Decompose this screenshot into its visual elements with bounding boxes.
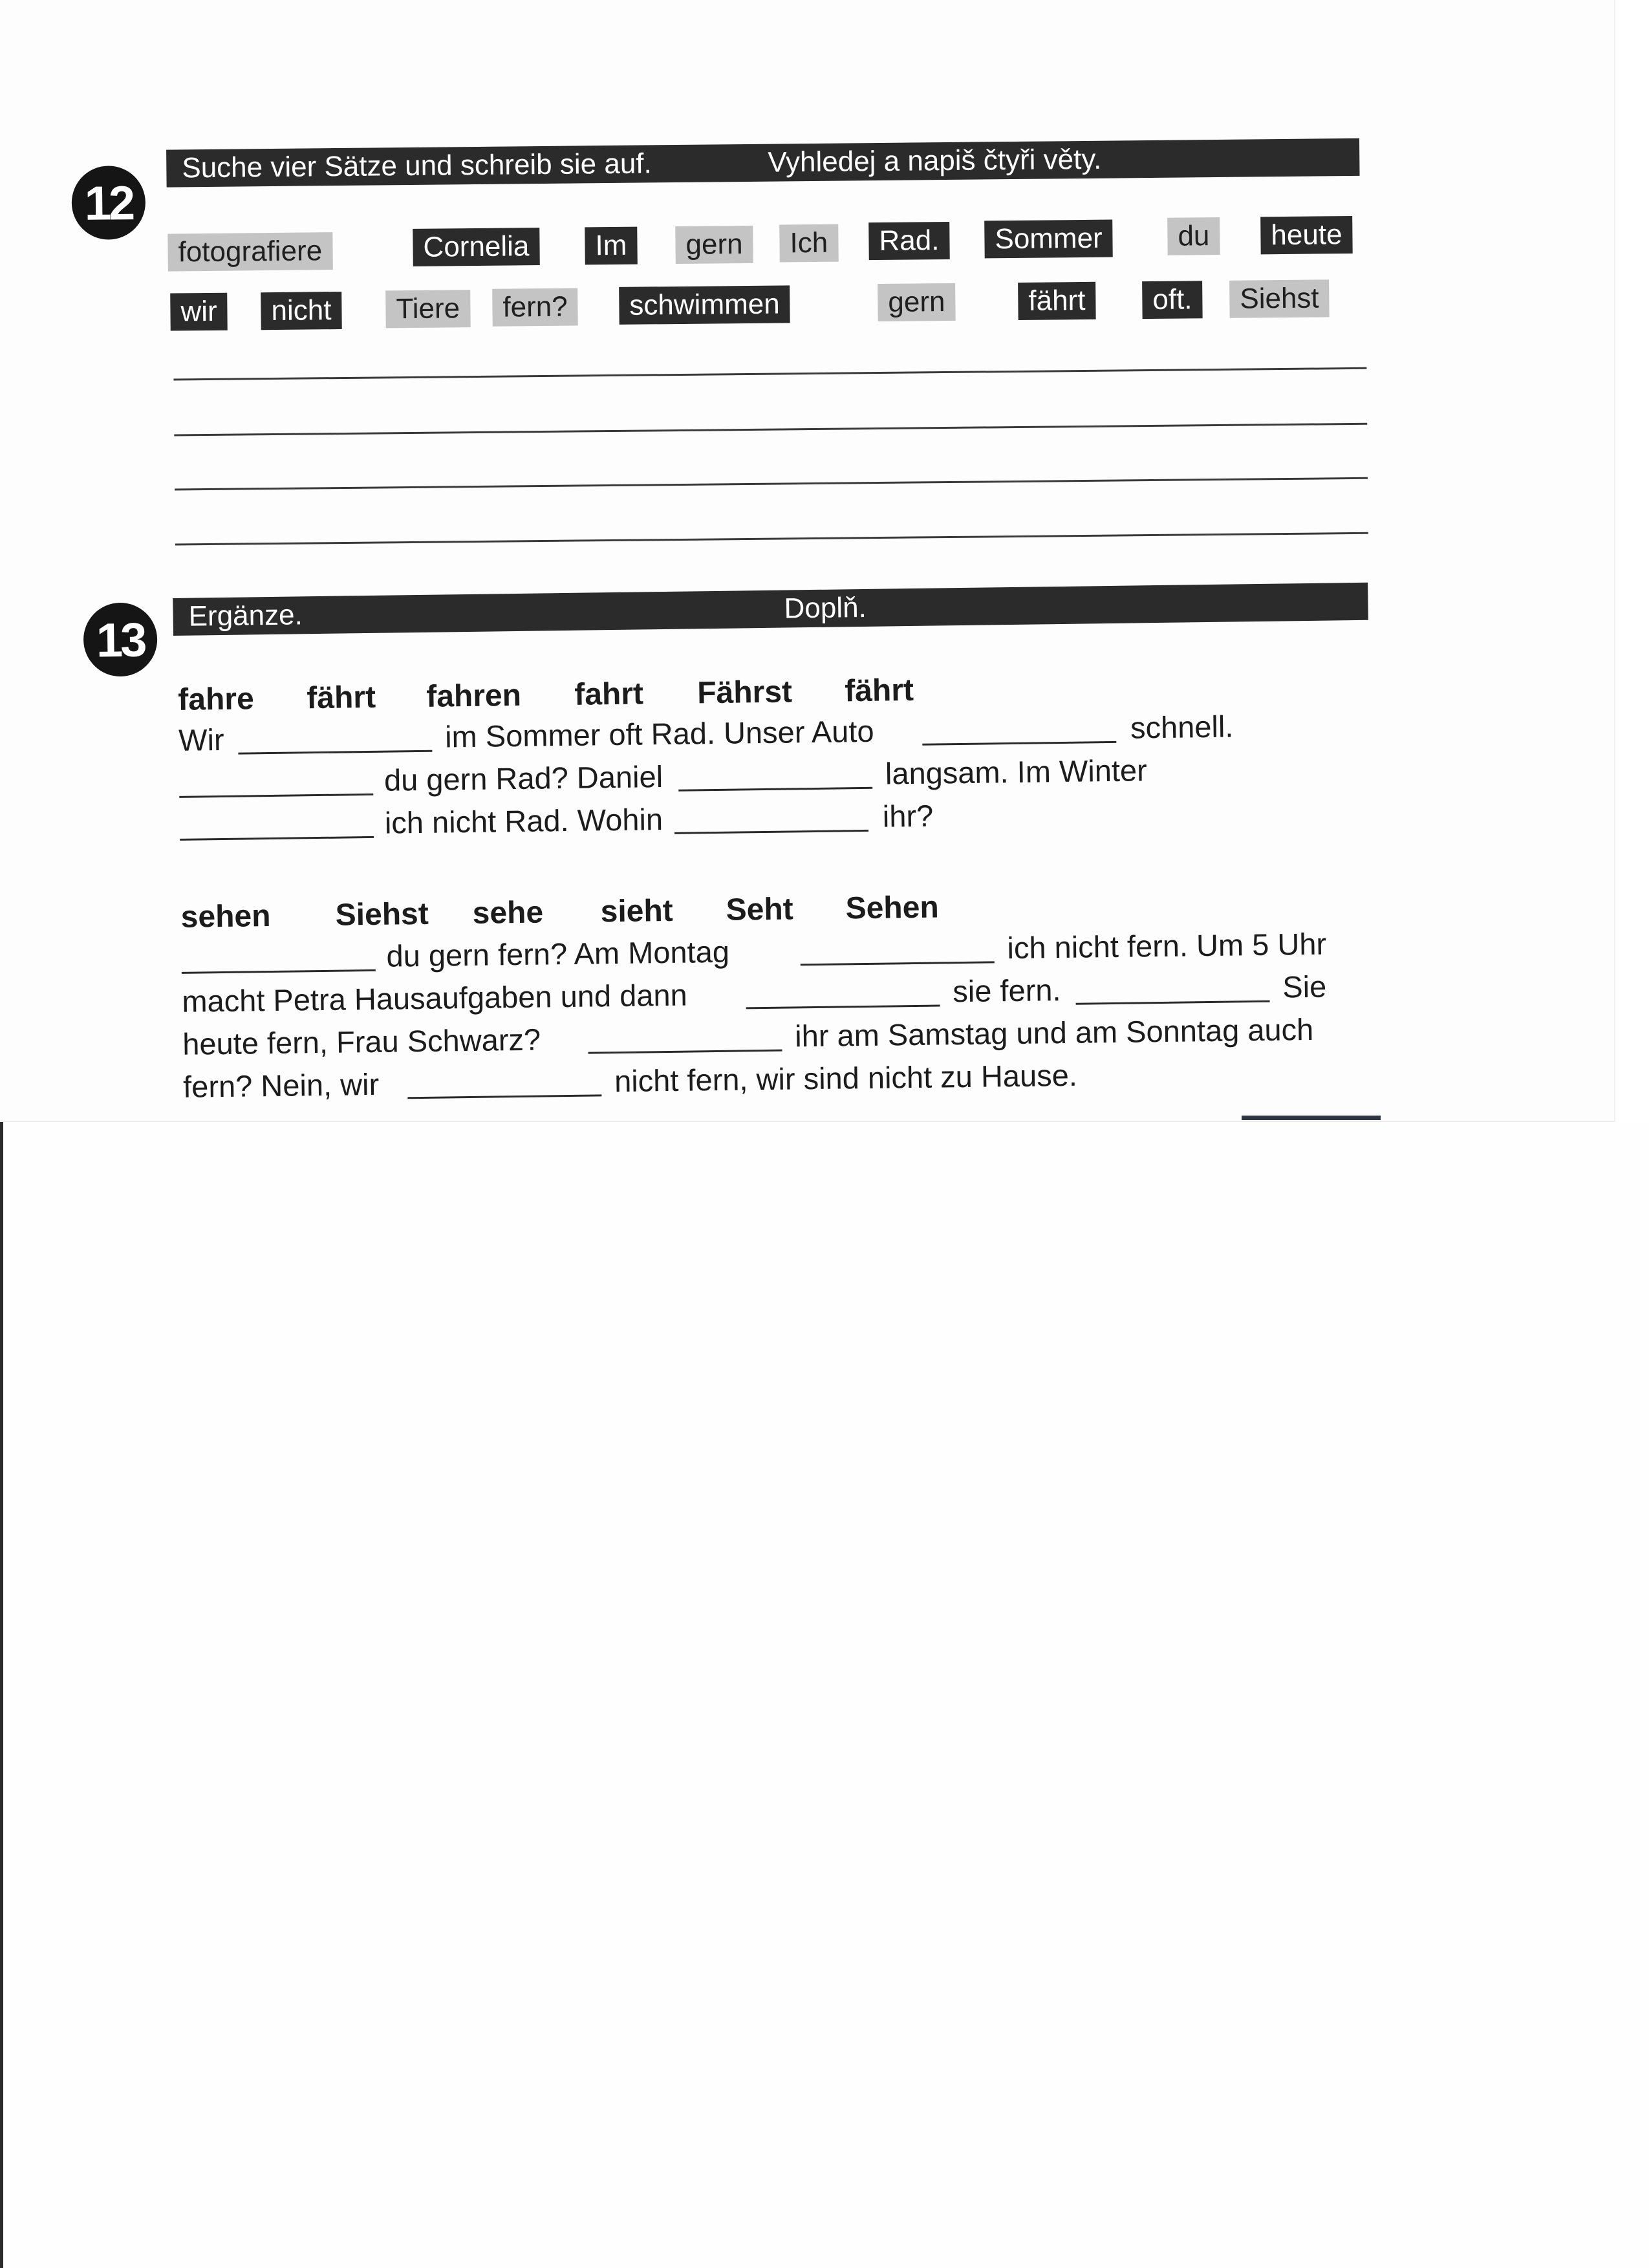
word-bank-item: Seht	[726, 892, 794, 927]
word-bank-item: sieht	[600, 893, 674, 929]
instruction-czech: Vyhledej a napiš čtyři věty.	[768, 143, 1102, 178]
word-tile[interactable]: du	[1167, 217, 1220, 255]
sentence-text: heute fern, Frau Schwarz?	[182, 1022, 541, 1061]
sentence-text: nicht fern, wir sind nicht zu Hause.	[614, 1057, 1078, 1099]
scan-edge	[0, 1122, 3, 2268]
word-bank-item: fahre	[177, 682, 255, 717]
instruction-german: Suche vier Sätze und schreib sie auf.	[182, 147, 652, 184]
sentence-text: langsam. Im Winter	[885, 753, 1148, 791]
word-tile[interactable]: gern	[675, 226, 753, 264]
word-bank-item: sehen	[180, 899, 271, 934]
sentence-text: Wir	[178, 722, 224, 757]
word-bank-item: fahren	[426, 678, 522, 714]
sentence-text: schnell.	[1130, 709, 1234, 745]
sentence-text: im Sommer oft Rad. Unser Auto	[444, 713, 874, 754]
instruction-german: Ergänze.	[188, 599, 303, 632]
sentence-text: fern? Nein, wir	[182, 1066, 380, 1104]
word-tile[interactable]: nicht	[261, 292, 342, 330]
sentence-text: du gern fern? Am Montag	[386, 934, 730, 973]
scan-seam	[0, 1121, 1614, 1122]
sentence-text: macht Petra Hausaufgaben und dann	[182, 977, 688, 1019]
word-tile[interactable]: oft.	[1142, 281, 1203, 319]
word-tile[interactable]: Siehst	[1229, 279, 1330, 318]
word-bank-item: Siehst	[335, 896, 429, 933]
word-tile[interactable]: Tiere	[385, 290, 470, 328]
sentence-text: sie fern.	[952, 973, 1061, 1009]
word-bank-item: fährt	[306, 680, 376, 716]
word-tile[interactable]: gern	[878, 283, 956, 321]
sentence-text: ihr am Samstag und am Sonntag auch	[794, 1011, 1314, 1053]
word-tile[interactable]: schwimmen	[619, 285, 790, 325]
word-tile[interactable]: Ich	[779, 224, 838, 263]
instruction-czech: Doplň.	[784, 591, 867, 625]
scanned-sheet-bottom	[0, 1122, 1649, 2268]
word-bank-item: fährt	[844, 673, 914, 709]
sentence-text: du gern Rad? Daniel	[383, 759, 663, 797]
word-tile[interactable]: heute	[1260, 216, 1353, 254]
sentence-text: ich nicht Rad. Wohin	[384, 802, 663, 840]
word-tile[interactable]: wir	[170, 293, 228, 331]
word-bank-item: fahrt	[574, 676, 644, 712]
word-tile[interactable]: Rad.	[868, 222, 950, 260]
word-tile[interactable]: Sommer	[984, 220, 1113, 259]
word-bank-item: Sehen	[845, 890, 940, 926]
sentence-text: Sie	[1282, 969, 1327, 1004]
exercise-number-12: 12	[71, 166, 146, 240]
sentence-text: ich nicht fern. Um 5 Uhr	[1007, 926, 1327, 966]
word-tile[interactable]: fotografiere	[167, 232, 332, 271]
word-tile[interactable]: Im	[585, 227, 637, 265]
sentence-text: ihr?	[882, 798, 934, 834]
exercise-number-13: 13	[83, 602, 157, 676]
word-tile[interactable]: fern?	[492, 288, 578, 326]
word-bank-item: Fährst	[696, 675, 793, 711]
word-tile[interactable]: Cornelia	[413, 228, 539, 266]
scan-seam-mark	[1242, 1116, 1381, 1120]
word-tile[interactable]: fährt	[1018, 282, 1096, 320]
word-bank-item: sehe	[472, 895, 544, 931]
